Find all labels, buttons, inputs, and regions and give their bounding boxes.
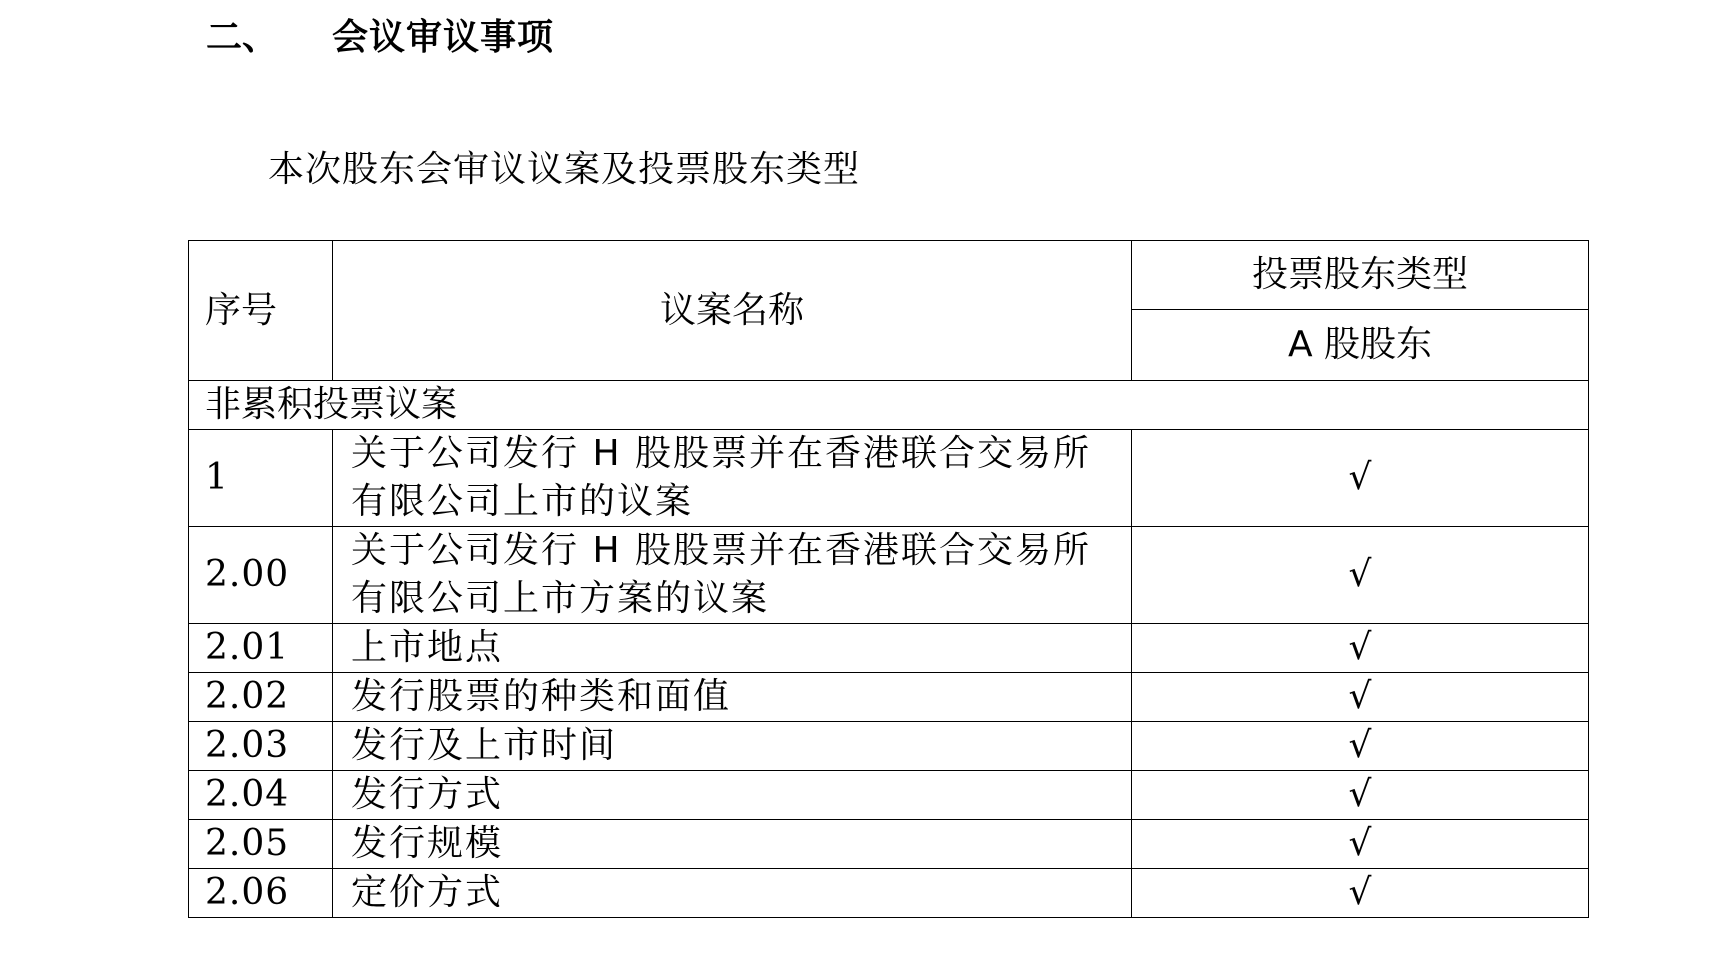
row-motion-name: 发行及上市时间 (333, 722, 1132, 771)
checkmark: √ (1132, 673, 1589, 722)
row-number: 2.00 (189, 527, 333, 624)
row-number: 1 (189, 430, 333, 527)
section-title: 会议审议事项 (332, 17, 555, 58)
checkmark: √ (1132, 771, 1589, 820)
row-motion-name: 关于公司发行 H 股股票并在香港联合交易所有限公司上市的议案 (333, 430, 1132, 527)
table-header-row (189, 241, 1589, 310)
row-motion-name: 上市地点 (333, 624, 1132, 673)
row-motion-name: 发行股票的种类和面值 (333, 673, 1132, 722)
row-motion-name: 发行方式 (333, 771, 1132, 820)
row-number: 2.01 (189, 624, 333, 673)
checkmark: √ (1132, 869, 1589, 918)
group-label-non-cumulative: 非累积投票议案 (189, 381, 1589, 430)
section-number: 二、 (206, 17, 279, 58)
table-row (189, 771, 1589, 820)
table-row (189, 430, 1589, 527)
row-number: 2.05 (189, 820, 333, 869)
row-motion-name: 发行规模 (333, 820, 1132, 869)
header-a-share-holders: A 股股东 (1132, 310, 1589, 381)
row-number: 2.02 (189, 673, 333, 722)
row-number: 2.04 (189, 771, 333, 820)
table-row (189, 527, 1589, 624)
checkmark: √ (1132, 430, 1589, 527)
row-motion-name: 关于公司发行 H 股股票并在香港联合交易所有限公司上市方案的议案 (333, 527, 1132, 624)
group-row (189, 381, 1589, 430)
table-row (189, 673, 1589, 722)
table-row (189, 869, 1589, 918)
checkmark: √ (1132, 624, 1589, 673)
table-row (189, 722, 1589, 771)
checkmark: √ (1132, 527, 1589, 624)
table-row (189, 624, 1589, 673)
header-vote-type: 投票股东类型 (1132, 241, 1589, 310)
header-motion-name: 议案名称 (333, 241, 1132, 381)
checkmark: √ (1132, 820, 1589, 869)
row-motion-name: 定价方式 (333, 869, 1132, 918)
header-serial-number: 序号 (189, 241, 333, 381)
table-caption: 本次股东会审议议案及投票股东类型 (268, 149, 861, 190)
table-row (189, 820, 1589, 869)
motions-table (188, 240, 1589, 918)
row-number: 2.06 (189, 869, 333, 918)
checkmark: √ (1132, 722, 1589, 771)
row-number: 2.03 (189, 722, 333, 771)
